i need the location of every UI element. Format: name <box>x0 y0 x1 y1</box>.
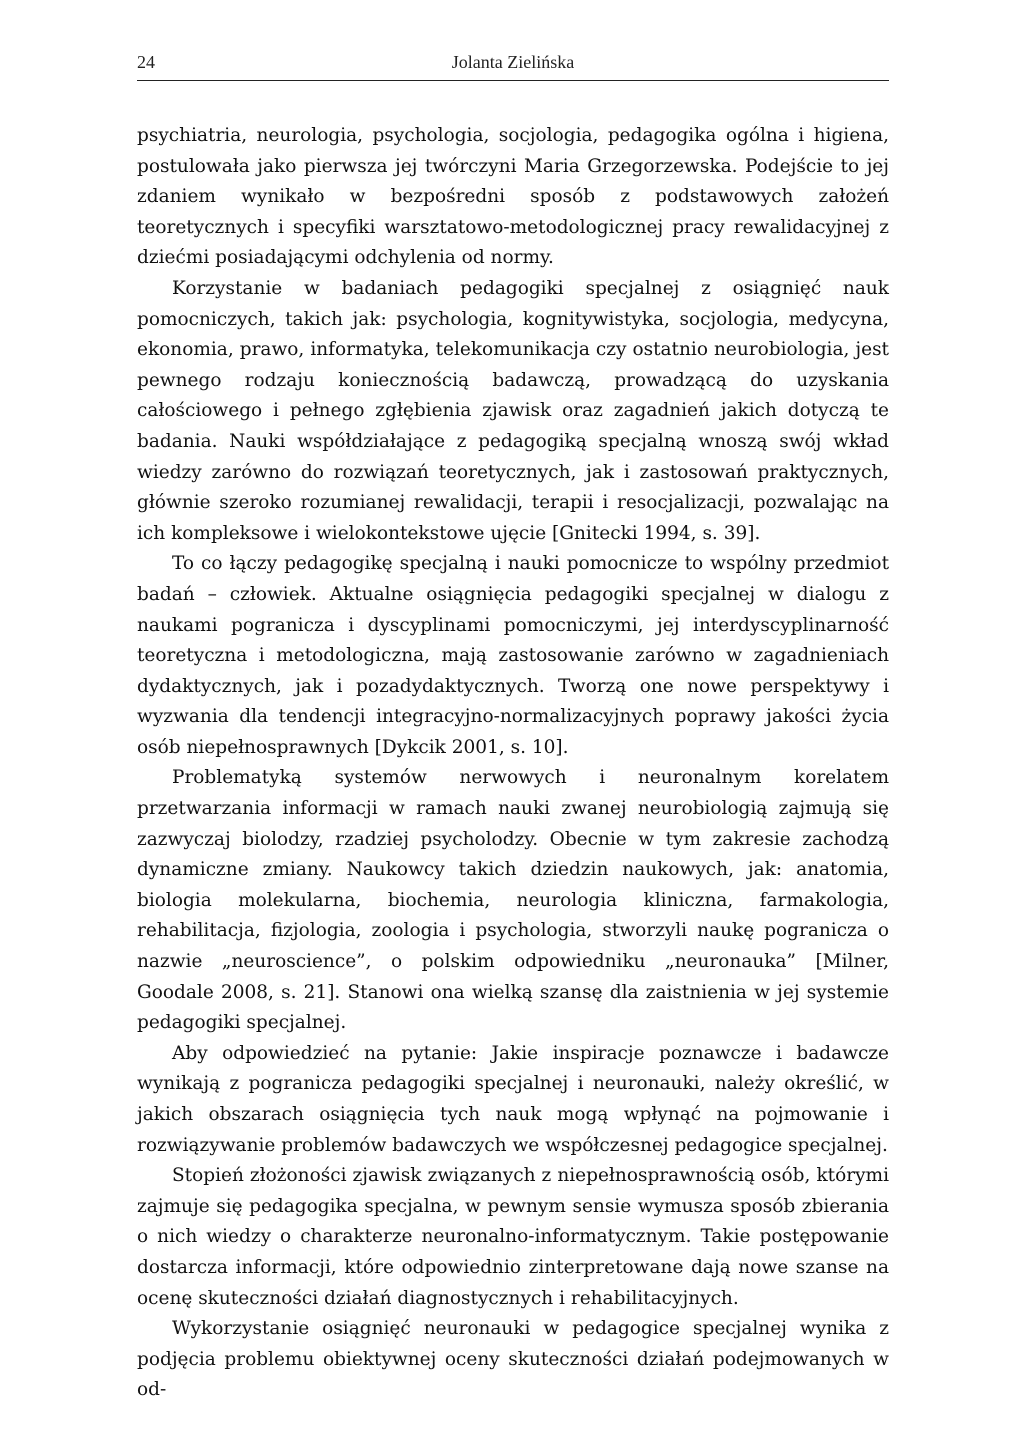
paragraph-auxiliary-sciences: Korzystanie w badaniach pedagogiki specjalnej z osiągnięć nauk pomocniczych, takich jak: psychologia, kognitywistyka, socjologia, medycyna, ekonomia, prawo, informatyka, telekomunikacja czy ostatnio neurobiologia, jest pewnego rodzaju koniecznością badawczą, prowadzącą do uzyskania całościowego i pełnego zgłębienia zjawisk oraz zagadnień jakich dotyczą te badania. Nauki współdziałające z pedagogiką specjalną wnoszą swój wkład wiedzy zarówno do rozwiązań teoretycznych, jak i zastosowań praktycznych, głównie szeroko rozumianej rewalidacji, terapii i resocjalizacji, pozwalając na ich kompleksowe i wielokontekstowe ujęcie [Gnitecki 1994, s. 39]. <box>137 277 889 544</box>
body-text <box>137 121 889 1406</box>
running-title: Jolanta Zielińska <box>451 52 575 72</box>
paragraph-closing: Wykorzystanie osiągnięć neuronauki w pedagogice specjalnej wynika z podjęcia problemu obiektywnej oceny skuteczności działań podejmowanych w od- <box>137 1318 889 1401</box>
paragraph-research-question: Aby odpowiedzieć na pytanie: Jakie inspiracje poznawcze i badawcze wynikają z pogranicza pedagogiki specjalnej i neuronauki, należy określić, w jakich obszarach osiągnięcia tych nauk mogą wpłynąć na pojmowanie i rozwiązywanie problemów badawczych we współczesnej pedagogice specjalnej. <box>137 1042 889 1156</box>
paragraph-neuroscience: Problematyką systemów nerwowych i neuronalnym korelatem przetwarzania informacji w ramach nauki zwanej neurobiologią zajmują się zazwyczaj biolodzy, rzadziej psycholodzy. Obecnie w tym zakresie zachodzą dynamiczne zmiany. Naukowcy takich dziedzin naukowych, jak: anatomia, biologia molekularna, biochemia, neurologia kliniczna, farmakologia, rehabilitacja, fizjologia, zoologia i psychologia, stworzyli naukę pogranicza o nazwie „neuroscience”, o polskim odpowiedniku „neuronauka” [Milner, Goodale 2008, s. 21]. Stanowi ona wielką szansę dla zaistnienia w jej systemie pedagogiki specjalnej. <box>137 767 889 1034</box>
paragraph-common-subject: To co łączy pedagogikę specjalną i nauki pomocnicze to wspólny przedmiot badań – człowiek. Aktualne osiągnięcia pedagogiki specjalnej w dialogu z naukami pogranicza i dyscyplinami pomocniczymi, jej interdyscyplinarność teoretyczna i metodologiczna, mają zastosowanie zarówno w zagadnieniach dydaktycznych, jak i pozadydaktycznych. Tworzą one nowe perspektywy i wyzwania dla tendencji integracyjno-normalizacyjnych poprawy jakości życia osób niepełnosprawnych [Dykcik 2001, s. 10]. <box>137 553 889 758</box>
paragraph-complexity: Stopień złożoności zjawisk związanych z niepełnosprawnością osób, którymi zajmuje się pedagogika specjalna, w pewnym sensie wymusza sposób zbierania o nich wiedzy o charakterze neuronalno-informatycznym. Takie postępowanie dostarcza informacji, które odpowiednio zinterpretowane dają nowe szanse na ocenę skuteczności działań diagnostycznych i rehabilitacyjnych. <box>137 1165 889 1309</box>
page-header <box>137 50 889 81</box>
paragraph-continuation: psychiatria, neurologia, psychologia, socjologia, pedagogika ogólna i higiena, postulowała jako pierwsza jej twórczyni Maria Grzegorzewska. Podejście to jej zdaniem wynikało w bezpośredni sposób z podstawowych założeń teoretycznych i specyfiki warsztatowo-metodologicznej pracy rewalidacyjnej z dziećmi posiadającymi odchylenia od normy. <box>137 125 889 269</box>
page-number: 24 <box>137 52 155 72</box>
